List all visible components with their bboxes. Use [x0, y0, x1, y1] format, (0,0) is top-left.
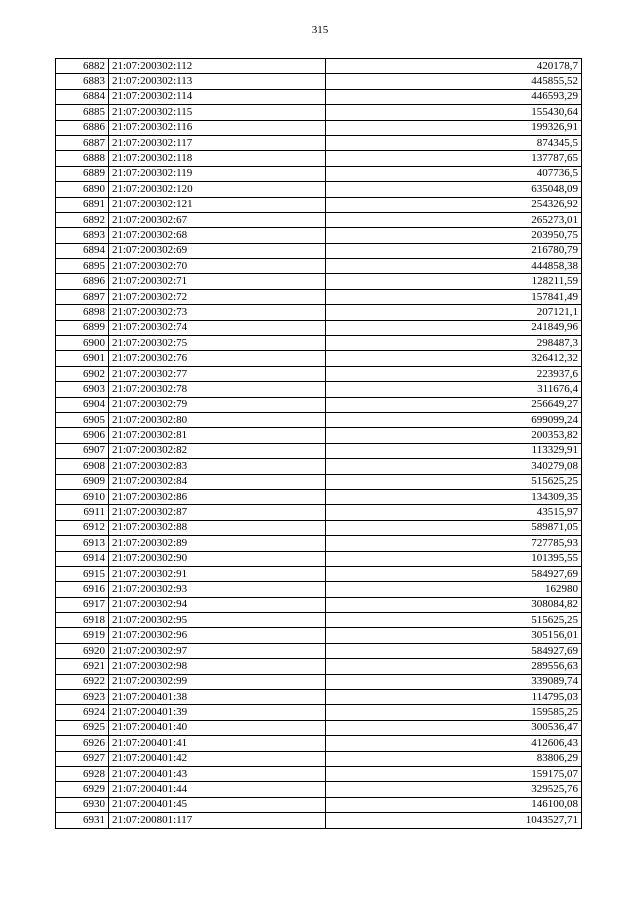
row-number-cell: 6927: [56, 751, 109, 766]
table-row: [56, 366, 582, 381]
table-row: [56, 720, 582, 735]
cadastral-number-cell: 21:07:200302:88: [109, 520, 326, 535]
row-number-cell: 6929: [56, 782, 109, 797]
row-number-cell: 6899: [56, 320, 109, 335]
table-row: [56, 520, 582, 535]
cadastral-number-cell: 21:07:200401:41: [109, 736, 326, 751]
row-number-cell: 6892: [56, 212, 109, 227]
cadastral-value-cell: 256649,27: [326, 397, 582, 412]
cadastral-value-cell: 305156,01: [326, 628, 582, 643]
table-row: [56, 59, 582, 74]
row-number-cell: 6911: [56, 505, 109, 520]
table-row: [56, 89, 582, 104]
table-row: [56, 74, 582, 89]
row-number-cell: 6908: [56, 459, 109, 474]
table-row: [56, 489, 582, 504]
table-row: [56, 259, 582, 274]
row-number-cell: 6923: [56, 690, 109, 705]
cadastral-value-cell: 329525,76: [326, 782, 582, 797]
row-number-cell: 6910: [56, 489, 109, 504]
table-row: [56, 659, 582, 674]
cadastral-number-cell: 21:07:200401:45: [109, 797, 326, 812]
cadastral-value-cell: 699099,24: [326, 412, 582, 427]
cadastral-number-cell: 21:07:200302:75: [109, 336, 326, 351]
table-row: [56, 197, 582, 212]
cadastral-number-cell: 21:07:200302:119: [109, 166, 326, 181]
cadastral-value-cell: 113329,91: [326, 443, 582, 458]
cadastral-value-cell: 326412,32: [326, 351, 582, 366]
row-number-cell: 6901: [56, 351, 109, 366]
cadastral-number-cell: 21:07:200302:90: [109, 551, 326, 566]
cadastral-value-cell: 339089,74: [326, 674, 582, 689]
table-row: [56, 305, 582, 320]
cadastral-number-cell: 21:07:200302:67: [109, 212, 326, 227]
cadastral-number-cell: 21:07:200302:94: [109, 597, 326, 612]
table-row: [56, 289, 582, 304]
cadastral-value-cell: 128211,59: [326, 274, 582, 289]
row-number-cell: 6928: [56, 766, 109, 781]
table-row: [56, 274, 582, 289]
row-number-cell: 6926: [56, 736, 109, 751]
cadastral-number-cell: 21:07:200302:113: [109, 74, 326, 89]
cadastral-value-cell: 727785,93: [326, 536, 582, 551]
cadastral-number-cell: 21:07:200302:120: [109, 182, 326, 197]
table-row: [56, 505, 582, 520]
row-number-cell: 6916: [56, 582, 109, 597]
row-number-cell: 6896: [56, 274, 109, 289]
row-number-cell: 6905: [56, 412, 109, 427]
cadastral-value-cell: 101395,55: [326, 551, 582, 566]
table-row: [56, 182, 582, 197]
table-row: [56, 536, 582, 551]
cadastral-number-cell: 21:07:200302:93: [109, 582, 326, 597]
cadastral-value-cell: 444858,38: [326, 259, 582, 274]
table-row: [56, 397, 582, 412]
cadastral-value-cell: 155430,64: [326, 105, 582, 120]
cadastral-value-cell: 159175,07: [326, 766, 582, 781]
row-number-cell: 6903: [56, 382, 109, 397]
row-number-cell: 6886: [56, 120, 109, 135]
page-number: 315: [311, 24, 329, 36]
cadastral-number-cell: 21:07:200401:39: [109, 705, 326, 720]
table-row: [56, 705, 582, 720]
row-number-cell: 6924: [56, 705, 109, 720]
cadastral-value-cell: 43515,97: [326, 505, 582, 520]
cadastral-number-cell: 21:07:200302:72: [109, 289, 326, 304]
table-row: [56, 336, 582, 351]
cadastral-value-cell: 289556,63: [326, 659, 582, 674]
cadastral-value-cell: 874345,5: [326, 135, 582, 150]
cadastral-number-cell: 21:07:200302:96: [109, 628, 326, 643]
table-row: [56, 766, 582, 781]
cadastral-value-cell: 146100,08: [326, 797, 582, 812]
cadastral-number-cell: 21:07:200401:43: [109, 766, 326, 781]
table-row: [56, 628, 582, 643]
cadastral-value-cell: 311676,4: [326, 382, 582, 397]
cadastral-number-cell: 21:07:200302:91: [109, 566, 326, 581]
cadastral-value-cell: 203950,75: [326, 228, 582, 243]
table-row: [56, 751, 582, 766]
row-number-cell: 6907: [56, 443, 109, 458]
table-row: [56, 782, 582, 797]
cadastral-number-cell: 21:07:200401:40: [109, 720, 326, 735]
table-row: [56, 428, 582, 443]
cadastral-value-cell: 216780,79: [326, 243, 582, 258]
cadastral-value-cell: 515625,25: [326, 474, 582, 489]
row-number-cell: 6922: [56, 674, 109, 689]
cadastral-value-cell: 412606,43: [326, 736, 582, 751]
table-row: [56, 797, 582, 812]
cadastral-number-cell: 21:07:200302:77: [109, 366, 326, 381]
cadastral-value-cell: 241849,96: [326, 320, 582, 335]
row-number-cell: 6891: [56, 197, 109, 212]
row-number-cell: 6909: [56, 474, 109, 489]
row-number-cell: 6890: [56, 182, 109, 197]
table-row: [56, 690, 582, 705]
row-number-cell: 6893: [56, 228, 109, 243]
table-row: [56, 813, 582, 828]
row-number-cell: 6919: [56, 628, 109, 643]
row-number-cell: 6931: [56, 813, 109, 828]
table-row: [56, 674, 582, 689]
row-number-cell: 6925: [56, 720, 109, 735]
cadastral-value-cell: 635048,09: [326, 182, 582, 197]
cadastral-value-cell: 298487,3: [326, 336, 582, 351]
cadastral-value-cell: 407736,5: [326, 166, 582, 181]
cadastral-number-cell: 21:07:200302:86: [109, 489, 326, 504]
row-number-cell: 6913: [56, 536, 109, 551]
cadastral-value-cell: 265273,01: [326, 212, 582, 227]
cadastral-number-cell: 21:07:200302:82: [109, 443, 326, 458]
row-number-cell: 6930: [56, 797, 109, 812]
cadastral-value-cell: 159585,25: [326, 705, 582, 720]
table-row: [56, 228, 582, 243]
cadastral-value-cell: 340279,08: [326, 459, 582, 474]
cadastral-number-cell: 21:07:200302:79: [109, 397, 326, 412]
cadastral-number-cell: 21:07:200302:73: [109, 305, 326, 320]
cadastral-number-cell: 21:07:200302:112: [109, 59, 326, 74]
cadastral-value-cell: 589871,05: [326, 520, 582, 535]
cadastral-number-cell: 21:07:200302:71: [109, 274, 326, 289]
cadastral-value-cell: 445855,52: [326, 74, 582, 89]
row-number-cell: 6882: [56, 59, 109, 74]
cadastral-value-cell: 308084,82: [326, 597, 582, 612]
row-number-cell: 6906: [56, 428, 109, 443]
cadastral-number-cell: 21:07:200302:95: [109, 613, 326, 628]
table-row: [56, 736, 582, 751]
row-number-cell: 6920: [56, 643, 109, 658]
table-row: [56, 551, 582, 566]
row-number-cell: 6898: [56, 305, 109, 320]
row-number-cell: 6912: [56, 520, 109, 535]
cadastral-value-cell: 162980: [326, 582, 582, 597]
row-number-cell: 6897: [56, 289, 109, 304]
cadastral-number-cell: 21:07:200302:84: [109, 474, 326, 489]
row-number-cell: 6888: [56, 151, 109, 166]
table-row: [56, 582, 582, 597]
row-number-cell: 6894: [56, 243, 109, 258]
table-row: [56, 459, 582, 474]
cadastral-number-cell: 21:07:200302:97: [109, 643, 326, 658]
cadastral-value-cell: 446593,29: [326, 89, 582, 104]
cadastral-number-cell: 21:07:200302:78: [109, 382, 326, 397]
cadastral-value-cell: 420178,7: [326, 59, 582, 74]
row-number-cell: 6921: [56, 659, 109, 674]
row-number-cell: 6900: [56, 336, 109, 351]
cadastral-number-cell: 21:07:200302:68: [109, 228, 326, 243]
row-number-cell: 6915: [56, 566, 109, 581]
cadastral-value-cell: 584927,69: [326, 643, 582, 658]
cadastral-value-cell: 207121,1: [326, 305, 582, 320]
table-row: [56, 643, 582, 658]
table-row: [56, 212, 582, 227]
cadastral-value-cell: 515625,25: [326, 613, 582, 628]
row-number-cell: 6904: [56, 397, 109, 412]
cadastral-number-cell: 21:07:200302:76: [109, 351, 326, 366]
table-row: [56, 443, 582, 458]
table-row: [56, 320, 582, 335]
cadastral-number-cell: 21:07:200302:87: [109, 505, 326, 520]
table-row: [56, 474, 582, 489]
table-row: [56, 351, 582, 366]
cadastral-number-cell: 21:07:200302:117: [109, 135, 326, 150]
cadastral-value-cell: 200353,82: [326, 428, 582, 443]
cadastral-number-cell: 21:07:200302:80: [109, 412, 326, 427]
table-row: [56, 166, 582, 181]
cadastral-number-cell: 21:07:200302:118: [109, 151, 326, 166]
cadastral-number-cell: 21:07:200302:98: [109, 659, 326, 674]
table-row: [56, 105, 582, 120]
cadastral-value-cell: 1043527,71: [326, 813, 582, 828]
cadastral-number-cell: 21:07:200302:99: [109, 674, 326, 689]
cadastral-number-cell: 21:07:200302:115: [109, 105, 326, 120]
cadastral-value-cell: 199326,91: [326, 120, 582, 135]
cadastral-number-cell: 21:07:200302:69: [109, 243, 326, 258]
cadastral-value-cell: 584927,69: [326, 566, 582, 581]
row-number-cell: 6914: [56, 551, 109, 566]
cadastral-number-cell: 21:07:200302:83: [109, 459, 326, 474]
cadastral-number-cell: 21:07:200302:114: [109, 89, 326, 104]
row-number-cell: 6887: [56, 135, 109, 150]
cadastral-number-cell: 21:07:200401:44: [109, 782, 326, 797]
row-number-cell: 6918: [56, 613, 109, 628]
cadastral-number-cell: 21:07:200302:89: [109, 536, 326, 551]
cadastral-value-cell: 134309,35: [326, 489, 582, 504]
cadastral-number-cell: 21:07:200302:74: [109, 320, 326, 335]
table-row: [56, 151, 582, 166]
row-number-cell: 6885: [56, 105, 109, 120]
table-row: [56, 243, 582, 258]
row-number-cell: 6889: [56, 166, 109, 181]
table-row: [56, 597, 582, 612]
cadastral-value-cell: 223937,6: [326, 366, 582, 381]
row-number-cell: 6895: [56, 259, 109, 274]
cadastral-value-cell: 157841,49: [326, 289, 582, 304]
cadastral-value-cell: 300536,47: [326, 720, 582, 735]
cadastral-number-cell: 21:07:200401:42: [109, 751, 326, 766]
cadastral-number-cell: 21:07:200401:38: [109, 690, 326, 705]
cadastral-value-cell: 137787,65: [326, 151, 582, 166]
row-number-cell: 6883: [56, 74, 109, 89]
cadastral-value-cell: 83806,29: [326, 751, 582, 766]
table-row: [56, 120, 582, 135]
cadastral-number-cell: 21:07:200302:116: [109, 120, 326, 135]
table-row: [56, 382, 582, 397]
row-number-cell: 6884: [56, 89, 109, 104]
table-row: [56, 566, 582, 581]
table-body: [56, 59, 582, 829]
table-row: [56, 412, 582, 427]
cadastral-number-cell: 21:07:200302:121: [109, 197, 326, 212]
table-row: [56, 135, 582, 150]
cadastral-number-cell: 21:07:200302:70: [109, 259, 326, 274]
cadastral-number-cell: 21:07:200801:117: [109, 813, 326, 828]
row-number-cell: 6917: [56, 597, 109, 612]
table-row: [56, 613, 582, 628]
cadastral-value-cell: 254326,92: [326, 197, 582, 212]
cadastral-value-table: [55, 58, 582, 829]
cadastral-number-cell: 21:07:200302:81: [109, 428, 326, 443]
cadastral-value-cell: 114795,03: [326, 690, 582, 705]
row-number-cell: 6902: [56, 366, 109, 381]
